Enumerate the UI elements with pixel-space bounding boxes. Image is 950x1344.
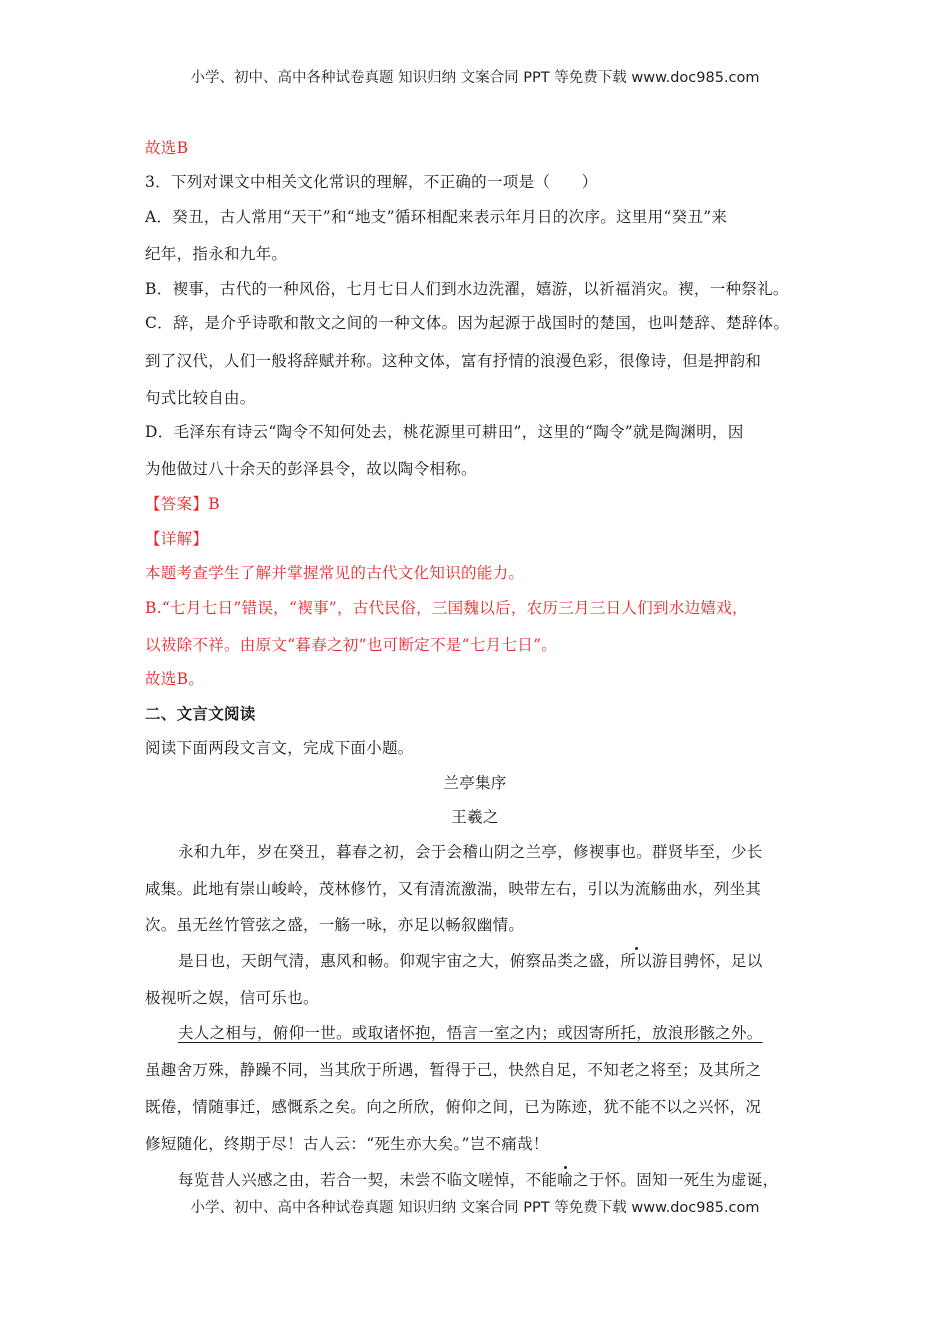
passage-line [178,951,763,971]
text-segment: 每览昔人兴感之由，若合一契，未尝不临文嗟悼，不能 [178,1171,558,1189]
option-c-line2: 到了汉代，人们一般将辞赋并称。这种文体，富有抒情的浪漫色彩，很像诗，但是押韵和 [145,352,762,370]
option-d-line2: 为他做过八十余天的彭泽县令，故以陶令相称。 [145,460,477,478]
passage-line [178,1170,778,1190]
instruction: 阅读下面两段文言文，完成下面小题。 [145,739,414,757]
emphasized-text: 喻 [557,1171,574,1189]
text-segment: 是日也，天朗气清，惠风和畅。仰观宇宙之大，俯察品类之盛， [178,952,621,970]
option-c-line3: 句式比较自由。 [145,389,256,407]
previous-answer: 故选B [145,139,189,157]
answer-label: 【答案】B [145,495,220,513]
passage-author: 王羲之 [451,808,499,826]
passage-line: 既倦，情随事迁，感慨系之矣。向之所欣，俯仰之间，已为陈迹，犹不能不以之兴怀，况 [145,1098,762,1116]
passage-line: 咸集。此地有崇山峻岭，茂林修竹，又有清流激湍，映带左右，引以为流觞曲水，列坐其 [145,880,762,898]
explain-line: 本题考查学生了解并掌握常见的古代文化知识的能力。 [145,564,525,582]
option-a-line1: A．癸丑，古人常用“天干”和“地支”循环相配来表示年月日的次序。这里用“癸丑”来 [145,208,728,226]
passage-title: 兰亭集序 [443,774,507,792]
option-a-line2: 纪年，指永和九年。 [145,245,288,263]
explain-label: 【详解】 [145,530,209,548]
option-d-line1: D．毛泽东有诗云“陶令不知何处去，桃花源里可耕田”，这里的“陶令”就是陶渊明，因 [145,423,744,441]
passage-line: 极视听之娱，信可乐也。 [145,989,319,1007]
option-c-line1: C．辞，是介乎诗歌和散文之间的一种文体。因为起源于战国时的楚国，也叫楚辞、楚辞体。 [145,314,790,332]
passage-line: 修短随化，终期于尽！古人云：“死生亦大矣。”岂不痛哉！ [145,1135,549,1153]
question-stem: 3．下列对课文中相关文化常识的理解，不正确的一项是（ ） [145,173,598,191]
underlined-sentence: 夫人之相与，俯仰一世。或取诸怀抱，悟言一室之内；或因寄所托，放浪形骸之外。 [178,1024,763,1042]
page-header: 小学、初中、高中各种试卷真题 知识归纳 文案合同 PPT 等免费下载 www.doc985.com [190,70,760,86]
option-b: B．褉事，古代的一种风俗，七月七日人们到水边洗濯，嬉游，以祈福消灾。褉，一种祭礼。 [145,280,789,298]
text-segment: 游目骋怀，足以 [652,952,763,970]
passage-line: 虽趣舍万殊，静躁不同，当其欣于所遇，暂得于己，快然自足，不知老之将至；及其所之 [145,1061,762,1079]
explain-line: 故选B。 [145,670,205,688]
explain-line: B.“七月七日”错误，“褉事”，古代民俗，三国魏以后，农历三月三日人们到水边嬉戏， [145,599,748,617]
section-heading: 二、文言文阅读 [145,705,256,723]
page-footer: 小学、初中、高中各种试卷真题 知识归纳 文案合同 PPT 等免费下载 www.doc985.com [190,1200,760,1216]
passage-line: 永和九年，岁在癸丑，暮春之初，会于会稽山阴之兰亭，修褉事也。群贤毕至，少长 [178,843,763,861]
text-segment: 之于怀。固知一死生为虚诞， [573,1171,779,1189]
explain-line: 以祓除不祥。由原文“暮春之初”也可断定不是“七月七日”。 [145,636,558,654]
emphasized-text: 所以 [620,952,653,970]
passage-line: 次。虽无丝竹管弦之盛，一觞一咏，亦足以畅叙幽情。 [145,916,525,934]
